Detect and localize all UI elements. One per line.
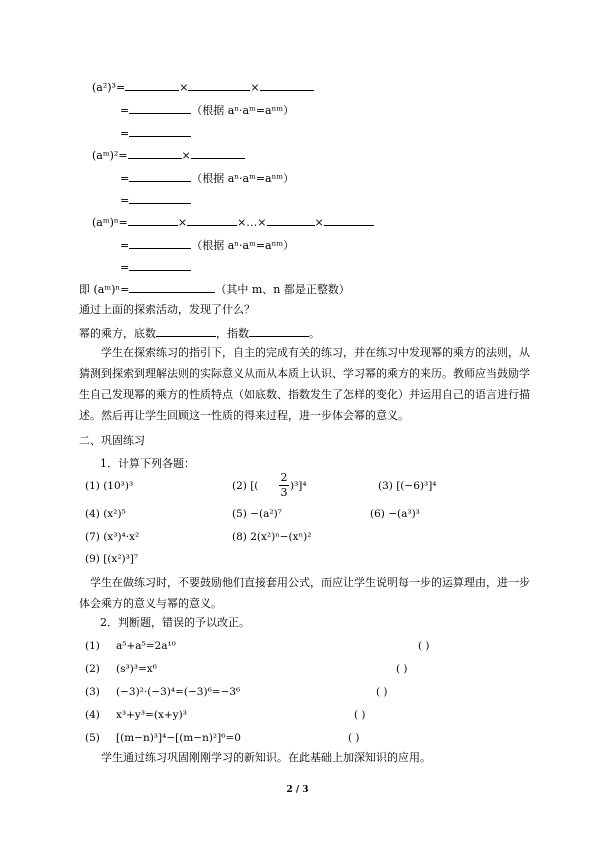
teaching-paragraph-3: 学生通过练习巩固刚刚学习的新知识。在此基础上加深知识的应用。 xyxy=(101,751,431,764)
fill-blank[interactable] xyxy=(129,238,191,249)
power-rule-line xyxy=(79,326,320,341)
rule-note: （根据 aⁿ·aᵐ=aⁿᵐ） xyxy=(191,172,295,185)
times-sign: × xyxy=(314,216,324,229)
fraction-two-thirds xyxy=(279,472,289,499)
line-a2-cube xyxy=(92,80,314,95)
line-rule-3 xyxy=(120,238,294,253)
fill-blank[interactable] xyxy=(129,260,191,271)
q2-item-4-expr: x³+y³=(x+y)³ xyxy=(116,709,187,721)
equals-sign: = xyxy=(120,261,130,274)
equals-sign: = xyxy=(120,127,130,140)
times-sign: × xyxy=(177,216,188,229)
q1-item-2-suffix: )³]⁴ xyxy=(290,480,307,492)
q2-item-5-expr: [(m−n)³]⁴−[(m−n)²]⁶=0 xyxy=(116,732,241,744)
teaching-paragraph-2: 学生在做练习时，不要鼓励他们直接套用公式，而应让学生说明每一步的运算理由，进一步体会乘方的意义与幂的意义。 xyxy=(79,576,530,610)
fill-blank[interactable] xyxy=(128,215,178,226)
fill-blank[interactable] xyxy=(129,193,191,204)
q2-item-1-num: (1) xyxy=(85,640,100,652)
q1-item-6: (6) −(a³)³ xyxy=(370,508,420,520)
conclusion-prefix: 即 (aᵐ)ⁿ= xyxy=(79,283,130,296)
fill-blank[interactable] xyxy=(249,326,309,337)
q2-item-5-answer[interactable]: ( ) xyxy=(348,732,360,744)
fill-blank[interactable] xyxy=(187,215,237,226)
q2-item-2-answer[interactable]: ( ) xyxy=(396,663,408,675)
am2-label: (aᵐ)²= xyxy=(92,149,128,162)
q2-item-4-num: (4) xyxy=(85,709,100,721)
q2-item-3-answer[interactable]: ( ) xyxy=(376,686,388,698)
line-result-1 xyxy=(120,126,191,141)
fill-blank[interactable] xyxy=(129,171,191,182)
line-am-square xyxy=(92,148,245,163)
power-rule-exp: ，指数 xyxy=(216,327,249,340)
ellipsis-times: ×…× xyxy=(237,216,267,229)
period: 。 xyxy=(309,327,320,340)
q2-item-2-expr: (s³)³=x⁶ xyxy=(116,663,157,675)
fill-blank[interactable] xyxy=(129,282,215,293)
fill-blank[interactable] xyxy=(324,215,374,226)
q1-item-3: (3) [(−6)³]⁴ xyxy=(378,480,437,492)
rule-note: （根据 aⁿ·aᵐ=aⁿᵐ） xyxy=(191,104,295,117)
q1-item-8: (8) 2(x²)ⁿ−(xⁿ)² xyxy=(232,531,312,543)
question-line: 通过上面的探索活动，发现了什么？ xyxy=(79,303,255,316)
q2-item-3-num: (3) xyxy=(85,686,100,698)
q2-item-2-num: (2) xyxy=(85,663,100,675)
fraction-denominator: 3 xyxy=(280,486,288,499)
q1-title: 1．计算下列各题： xyxy=(100,457,195,470)
line-am-n xyxy=(92,215,374,230)
page-number: 2 / 3 xyxy=(286,785,309,795)
equals-sign: = xyxy=(120,172,130,185)
q2-item-1-answer[interactable]: ( ) xyxy=(418,640,430,652)
times-sign: × xyxy=(179,81,189,94)
q1-item-4: (4) (x²)⁵ xyxy=(85,508,126,520)
q1-item-1: (1) (10³)³ xyxy=(85,480,134,492)
conclusion-suffix: （其中 m、n 都是正整数） xyxy=(215,283,350,296)
fill-blank[interactable] xyxy=(129,103,191,114)
fill-blank[interactable] xyxy=(125,80,179,91)
q1-item-7: (7) (x³)⁴·x² xyxy=(85,531,140,543)
times-sign: × xyxy=(250,81,260,94)
power-rule-base: 幂的乘方，底数 xyxy=(79,327,156,340)
section-heading: 二、巩固练习 xyxy=(79,434,145,447)
equals-sign: = xyxy=(120,104,130,117)
line-rule-1 xyxy=(120,103,294,118)
teaching-paragraph-1: 学生在探索练习的指引下，自主的完成有关的练习，并在练习中发现幂的乘方的法则，从猜测到探索到理解法则的实际意义从而从本质上认识、学习幂的乘方的来历。教师应当鼓励学生自己发现幂的乘方的性质特点（如底数、指数发生了怎样的变化）并运用自己的语言进行描述。然后再让学生回顾这一性质的得来过程，进一步体会幂的意义。 xyxy=(79,346,530,422)
q1-item-5: (5) −(a²)⁷ xyxy=(232,508,282,520)
line-result-3 xyxy=(120,260,191,275)
fill-blank[interactable] xyxy=(129,126,191,137)
q2-item-5-num: (5) xyxy=(85,732,100,744)
conclusion-line xyxy=(79,282,350,297)
q2-item-3-expr: (−3)²·(−3)⁴=(−3)⁶=−3⁶ xyxy=(116,686,241,698)
q1-item-9: (9) [(x²)³]⁷ xyxy=(85,553,139,565)
fraction-numerator: 2 xyxy=(280,471,288,484)
fill-blank[interactable] xyxy=(267,215,315,226)
q2-item-4-answer[interactable]: ( ) xyxy=(354,709,366,721)
fill-blank[interactable] xyxy=(191,148,245,159)
amn-label: (aᵐ)ⁿ= xyxy=(92,216,128,229)
fill-blank[interactable] xyxy=(260,80,314,91)
q2-title: 2．判断题，错误的予以改正。 xyxy=(100,616,250,629)
times-sign: × xyxy=(181,149,191,162)
equals-sign: = xyxy=(120,194,130,207)
fill-blank[interactable] xyxy=(188,80,250,91)
a2-cube-label: (a²)³= xyxy=(92,81,126,94)
line-rule-2 xyxy=(120,171,294,186)
q2-item-1-expr: a⁵+a⁵=2a¹⁰ xyxy=(116,640,176,652)
q1-item-2-prefix: (2) [( xyxy=(232,480,259,492)
rule-note: （根据 aⁿ·aᵐ=aⁿᵐ） xyxy=(191,239,295,252)
fill-blank[interactable] xyxy=(156,326,216,337)
equals-sign: = xyxy=(120,239,130,252)
line-result-2 xyxy=(120,193,191,208)
fill-blank[interactable] xyxy=(128,148,182,159)
